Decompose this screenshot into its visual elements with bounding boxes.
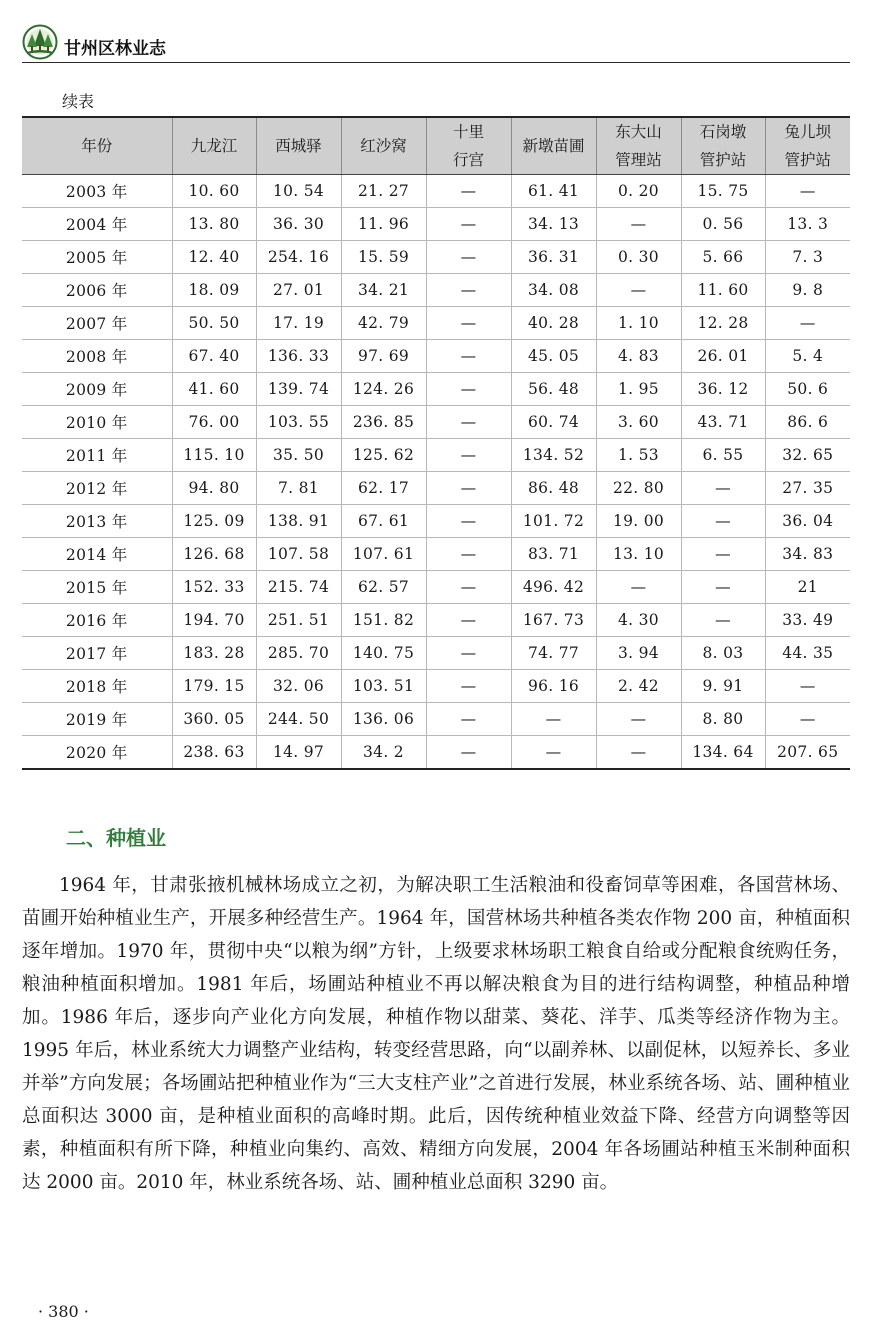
value-cell: 167. 73 <box>511 604 596 637</box>
value-cell: 152. 33 <box>172 571 256 604</box>
value-cell: 134. 52 <box>511 439 596 472</box>
column-header-line1: 兔儿坝 <box>784 123 831 141</box>
year-cell: 2019 年 <box>22 703 172 736</box>
column-header-line2: 管护站 <box>699 151 747 169</box>
year-cell: 2006 年 <box>22 274 172 307</box>
value-cell: — <box>426 472 511 505</box>
year-cell: 2004 年 <box>22 208 172 241</box>
value-cell: 103. 51 <box>341 670 426 703</box>
value-cell: — <box>765 175 850 208</box>
value-cell: — <box>596 703 681 736</box>
value-cell: 21 <box>765 571 850 604</box>
value-cell: 136. 33 <box>256 340 341 373</box>
value-cell: 1. 10 <box>596 307 681 340</box>
value-cell: — <box>511 736 596 770</box>
value-cell: 19. 00 <box>596 505 681 538</box>
value-cell: 2. 42 <box>596 670 681 703</box>
value-cell: 4. 30 <box>596 604 681 637</box>
value-cell: 96. 16 <box>511 670 596 703</box>
value-cell: — <box>426 604 511 637</box>
column-header-line1: 石岗墩 <box>699 123 747 141</box>
value-cell: 103. 55 <box>256 406 341 439</box>
value-cell: 138. 91 <box>256 505 341 538</box>
forest-logo-icon <box>22 24 58 60</box>
value-cell: 285. 70 <box>256 637 341 670</box>
table-row <box>22 571 850 604</box>
value-cell: 11. 96 <box>341 208 426 241</box>
value-cell: 34. 21 <box>341 274 426 307</box>
year-cell: 2017 年 <box>22 637 172 670</box>
value-cell: — <box>681 538 765 571</box>
value-cell: 107. 58 <box>256 538 341 571</box>
table-row <box>22 472 850 505</box>
data-table <box>22 116 850 770</box>
value-cell: 27. 01 <box>256 274 341 307</box>
value-cell: 125. 09 <box>172 505 256 538</box>
value-cell: 45. 05 <box>511 340 596 373</box>
value-cell: 5. 66 <box>681 241 765 274</box>
value-cell: — <box>681 472 765 505</box>
column-header <box>341 117 426 175</box>
value-cell: 34. 2 <box>341 736 426 770</box>
value-cell: 15. 59 <box>341 241 426 274</box>
year-cell: 2020 年 <box>22 736 172 770</box>
column-header-line1: 年份 <box>81 137 113 155</box>
value-cell: — <box>426 274 511 307</box>
value-cell: 14. 97 <box>256 736 341 770</box>
table-header <box>22 117 850 175</box>
value-cell: — <box>426 373 511 406</box>
table-row <box>22 208 850 241</box>
value-cell: — <box>426 340 511 373</box>
value-cell: 8. 80 <box>681 703 765 736</box>
value-cell: 6. 55 <box>681 439 765 472</box>
value-cell: — <box>681 571 765 604</box>
value-cell: 194. 70 <box>172 604 256 637</box>
value-cell: 1. 53 <box>596 439 681 472</box>
value-cell: 13. 10 <box>596 538 681 571</box>
value-cell: 7. 81 <box>256 472 341 505</box>
header-title: 甘州区林业志 <box>64 39 166 59</box>
value-cell: 18. 09 <box>172 274 256 307</box>
value-cell: 3. 60 <box>596 406 681 439</box>
value-cell: 183. 28 <box>172 637 256 670</box>
column-header <box>22 117 172 175</box>
year-cell: 2015 年 <box>22 571 172 604</box>
column-header-line1: 新墩苗圃 <box>522 137 585 155</box>
column-header <box>172 117 256 175</box>
value-cell: 42. 79 <box>341 307 426 340</box>
value-cell: 11. 60 <box>681 274 765 307</box>
value-cell: — <box>426 637 511 670</box>
year-cell: 2005 年 <box>22 241 172 274</box>
column-header-line1: 东大山 <box>615 123 662 141</box>
value-cell: 12. 40 <box>172 241 256 274</box>
value-cell: 97. 69 <box>341 340 426 373</box>
value-cell: 21. 27 <box>341 175 426 208</box>
value-cell: — <box>426 241 511 274</box>
value-cell: 41. 60 <box>172 373 256 406</box>
value-cell: 136. 06 <box>341 703 426 736</box>
value-cell: — <box>426 406 511 439</box>
value-cell: 244. 50 <box>256 703 341 736</box>
column-header-line1: 九龙江 <box>190 137 238 155</box>
column-header-line1: 西城驿 <box>275 137 322 155</box>
value-cell: 32. 65 <box>765 439 850 472</box>
value-cell: 360. 05 <box>172 703 256 736</box>
value-cell: 74. 77 <box>511 637 596 670</box>
value-cell: — <box>426 571 511 604</box>
value-cell: 86. 6 <box>765 406 850 439</box>
value-cell: 124. 26 <box>341 373 426 406</box>
value-cell: — <box>765 670 850 703</box>
section-title: 二、种植业 <box>66 826 166 850</box>
value-cell: 238. 63 <box>172 736 256 770</box>
value-cell: 34. 13 <box>511 208 596 241</box>
value-cell: 126. 68 <box>172 538 256 571</box>
value-cell: 0. 20 <box>596 175 681 208</box>
value-cell: 32. 06 <box>256 670 341 703</box>
value-cell: — <box>596 571 681 604</box>
value-cell: 67. 40 <box>172 340 256 373</box>
value-cell: — <box>426 175 511 208</box>
value-cell: — <box>765 307 850 340</box>
value-cell: 36. 12 <box>681 373 765 406</box>
value-cell: 94. 80 <box>172 472 256 505</box>
value-cell: 15. 75 <box>681 175 765 208</box>
table-row <box>22 505 850 538</box>
value-cell: 35. 50 <box>256 439 341 472</box>
year-cell: 2013 年 <box>22 505 172 538</box>
value-cell: 83. 71 <box>511 538 596 571</box>
value-cell: 5. 4 <box>765 340 850 373</box>
value-cell: — <box>426 538 511 571</box>
table-row <box>22 736 850 770</box>
value-cell: 10. 54 <box>256 175 341 208</box>
table-caption: 续表 <box>62 92 95 111</box>
column-header <box>426 117 511 175</box>
value-cell: 62. 57 <box>341 571 426 604</box>
table-row <box>22 241 850 274</box>
column-header-line2: 行宫 <box>452 151 484 169</box>
value-cell: 26. 01 <box>681 340 765 373</box>
value-cell: 67. 61 <box>341 505 426 538</box>
year-cell: 2011 年 <box>22 439 172 472</box>
column-header-line2: 管理站 <box>615 151 662 169</box>
value-cell: 107. 61 <box>341 538 426 571</box>
value-cell: 139. 74 <box>256 373 341 406</box>
value-cell: 207. 65 <box>765 736 850 770</box>
table-row <box>22 703 850 736</box>
year-cell: 2010 年 <box>22 406 172 439</box>
value-cell: — <box>426 307 511 340</box>
year-cell: 2016 年 <box>22 604 172 637</box>
value-cell: 9. 8 <box>765 274 850 307</box>
value-cell: 56. 48 <box>511 373 596 406</box>
value-cell: 3. 94 <box>596 637 681 670</box>
value-cell: 101. 72 <box>511 505 596 538</box>
value-cell: 254. 16 <box>256 241 341 274</box>
value-cell: 50. 50 <box>172 307 256 340</box>
value-cell: — <box>681 505 765 538</box>
value-cell: — <box>426 505 511 538</box>
value-cell: 40. 28 <box>511 307 596 340</box>
value-cell: — <box>426 439 511 472</box>
body-paragraph: 1964 年，甘肃张掖机械林场成立之初，为解决职工生活粮油和役畜饲草等困难，各国营林场、苗圃开始种植业生产，开展多种经营生产。1964 年，国营林场共种植各类农作物 200 亩，种植面积逐年增加。1970 年，贯彻中央“以粮为纲”方针，上级要求林场职工粮食自给或分配粮食统购任务，粮油种植面积增加。1981 年后，场圃站种植业不再以解决粮食为目的进行结构调整，种植品种增加。1986 年后，逐步向产业化方向发展，种植作物以甜菜、葵花、洋芋、瓜类等经济作物为主。1995 年后，林业系统大力调整产业结构，转变经营思路，向“以副养林、以副促林，以短养长、多业并举”方向发展；各场圃站把种植业作为“三大支柱产业”之首进行发展，林业系统各场、站、圃种植业总面积达 3000 亩，是种植业面积的高峰时期。此后，因传统种植业效益下降、经营方向调整等因素，种植面积有所下降，种植业向集约、高效、精细方向发展，2004 年各场圃站种植玉米制种面积达 2000 亩。2010 年，林业系统各场、站、圃种植业总面积 3290 亩。 <box>22 875 850 1193</box>
value-cell: 50. 6 <box>765 373 850 406</box>
column-header <box>256 117 341 175</box>
value-cell: 86. 48 <box>511 472 596 505</box>
value-cell: 10. 60 <box>172 175 256 208</box>
table-row <box>22 604 850 637</box>
table-row <box>22 637 850 670</box>
value-cell: — <box>426 208 511 241</box>
table-row <box>22 373 850 406</box>
value-cell: 44. 35 <box>765 637 850 670</box>
value-cell: — <box>511 703 596 736</box>
value-cell: — <box>765 703 850 736</box>
value-cell: 34. 83 <box>765 538 850 571</box>
value-cell: 12. 28 <box>681 307 765 340</box>
table-row <box>22 538 850 571</box>
table-row <box>22 274 850 307</box>
table-row <box>22 439 850 472</box>
header-rule <box>22 62 850 63</box>
value-cell: 251. 51 <box>256 604 341 637</box>
value-cell: 179. 15 <box>172 670 256 703</box>
year-cell: 2009 年 <box>22 373 172 406</box>
value-cell: 496. 42 <box>511 571 596 604</box>
table-row <box>22 175 850 208</box>
column-header-line1: 红沙窝 <box>360 137 407 155</box>
page-header <box>22 20 850 64</box>
value-cell: — <box>426 703 511 736</box>
value-cell: 115. 10 <box>172 439 256 472</box>
value-cell: 33. 49 <box>765 604 850 637</box>
column-header-line2: 管护站 <box>784 151 831 169</box>
value-cell: 34. 08 <box>511 274 596 307</box>
year-cell: 2008 年 <box>22 340 172 373</box>
year-cell: 2018 年 <box>22 670 172 703</box>
value-cell: 60. 74 <box>511 406 596 439</box>
value-cell: 36. 30 <box>256 208 341 241</box>
value-cell: 8. 03 <box>681 637 765 670</box>
year-cell: 2007 年 <box>22 307 172 340</box>
value-cell: 134. 64 <box>681 736 765 770</box>
column-header <box>596 117 681 175</box>
table-row <box>22 340 850 373</box>
value-cell: — <box>596 208 681 241</box>
value-cell: — <box>426 736 511 770</box>
value-cell: 13. 3 <box>765 208 850 241</box>
column-header <box>681 117 765 175</box>
value-cell: 125. 62 <box>341 439 426 472</box>
page-number: · 380 · <box>38 1302 89 1321</box>
value-cell: 140. 75 <box>341 637 426 670</box>
value-cell: 7. 3 <box>765 241 850 274</box>
value-cell: — <box>426 670 511 703</box>
column-header-line1: 十里 <box>452 123 484 141</box>
table-row <box>22 406 850 439</box>
value-cell: 22. 80 <box>596 472 681 505</box>
value-cell: 17. 19 <box>256 307 341 340</box>
value-cell: 1. 95 <box>596 373 681 406</box>
value-cell: 151. 82 <box>341 604 426 637</box>
value-cell: 43. 71 <box>681 406 765 439</box>
value-cell: 4. 83 <box>596 340 681 373</box>
value-cell: 36. 04 <box>765 505 850 538</box>
year-cell: 2003 年 <box>22 175 172 208</box>
value-cell: 0. 30 <box>596 241 681 274</box>
column-header <box>511 117 596 175</box>
value-cell: 62. 17 <box>341 472 426 505</box>
value-cell: — <box>681 604 765 637</box>
value-cell: 61. 41 <box>511 175 596 208</box>
value-cell: 27. 35 <box>765 472 850 505</box>
table-body <box>22 175 850 770</box>
header-row <box>22 117 850 175</box>
value-cell: 215. 74 <box>256 571 341 604</box>
year-cell: 2014 年 <box>22 538 172 571</box>
value-cell: 0. 56 <box>681 208 765 241</box>
table-row <box>22 307 850 340</box>
value-cell: 9. 91 <box>681 670 765 703</box>
value-cell: — <box>596 736 681 770</box>
year-cell: 2012 年 <box>22 472 172 505</box>
value-cell: 13. 80 <box>172 208 256 241</box>
value-cell: 36. 31 <box>511 241 596 274</box>
table-row <box>22 670 850 703</box>
column-header <box>765 117 850 175</box>
value-cell: 76. 00 <box>172 406 256 439</box>
value-cell: 236. 85 <box>341 406 426 439</box>
value-cell: — <box>596 274 681 307</box>
